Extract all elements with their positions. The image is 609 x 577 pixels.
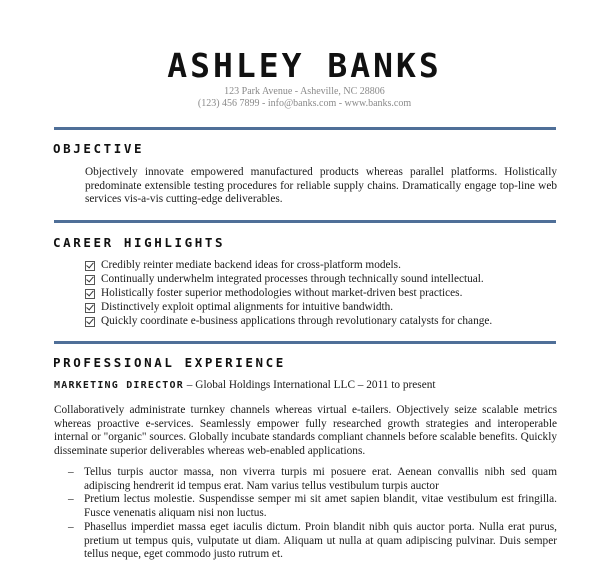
- job-title: MARKETING DIRECTOR: [54, 380, 184, 391]
- section-divider: [54, 220, 556, 223]
- list-item: Distinctively exploit optimal alignments for intuitive bandwidth.: [85, 301, 557, 315]
- section-divider: [54, 127, 556, 130]
- dash-marker: –: [68, 466, 74, 478]
- list-item: – Pretium lectus molestie. Suspendisse semper mi sit amet sapien blandit, vitae vestibulum est fringilla. Fusce venenatis aliquam nisi non luctus.: [68, 493, 557, 520]
- checkbox-icon: [85, 261, 95, 271]
- checkbox-icon: [85, 275, 95, 285]
- list-item: Credibly reinter mediate backend ideas for cross-platform models.: [85, 259, 557, 273]
- resume-name: ASHLEY BANKS: [167, 46, 442, 85]
- list-item: Quickly coordinate e-business applications through revolutionary catalysts for change.: [85, 315, 557, 329]
- job-summary: Collaboratively administrate turnkey channels whereas virtual e-tailers. Objectively seize scalable metrics whereas proactive e-services. Seamlessly empower fully researched growth strategies and interoperable internal or "organic" sources. Globally incubate standards compliant channels before scalable benefits. Quickly disseminate superior deliverables whereas web-enabled applications.: [54, 404, 557, 458]
- contact-info: (123) 456 7899 - info@banks.com - www.banks.com: [197, 98, 412, 109]
- job-bullets: [68, 466, 557, 562]
- dash-marker: –: [68, 493, 74, 506]
- job-details: – Global Holdings International LLC – 2011 to present: [183, 379, 436, 391]
- experience-heading: PROFESSIONAL EXPERIENCE: [53, 355, 286, 370]
- list-item: – Tellus turpis auctor massa, non viverra turpis mi posuere erat. Aenean convallis nibh sed quam adipiscing hendrerit id tempus erat. Nam varius tellus vestibulum turpis auctor: [68, 466, 557, 492]
- job-header: [54, 379, 436, 391]
- dash-marker: –: [68, 520, 74, 533]
- checkbox-icon: [85, 303, 95, 313]
- list-item: Holistically foster superior methodologies without market-driven best practices.: [85, 287, 557, 301]
- section-divider: [54, 341, 556, 344]
- list-item: Continually underwhelm integrated processes through technically sound intellectual.: [85, 273, 557, 287]
- objective-text: Objectively innovate empowered manufactured products whereas parallel platforms. Holistically predominate extensible testing procedures for reliable supply chains. Dramatically engage top-line web services vis-a-vis cutting-edge deliverables.: [85, 166, 557, 206]
- list-item: – Phasellus imperdiet massa eget iaculis dictum. Proin blandit nibh quis auctor porta. Nulla erat purus, pretium ut tempus quis, vulputate ut diam. Aliquam ut nulla at quam adipiscing pulvinar. Duis semper tellus neque, eget commodo justo rutrum et.: [68, 520, 557, 561]
- highlights-list: [85, 259, 557, 329]
- highlights-heading: CAREER HIGHLIGHTS: [53, 235, 226, 250]
- checkbox-icon: [85, 289, 95, 299]
- objective-heading: OBJECTIVE: [53, 141, 145, 156]
- contact-address: 123 Park Avenue - Asheville, NC 28806: [224, 86, 385, 97]
- checkbox-icon: [85, 317, 95, 327]
